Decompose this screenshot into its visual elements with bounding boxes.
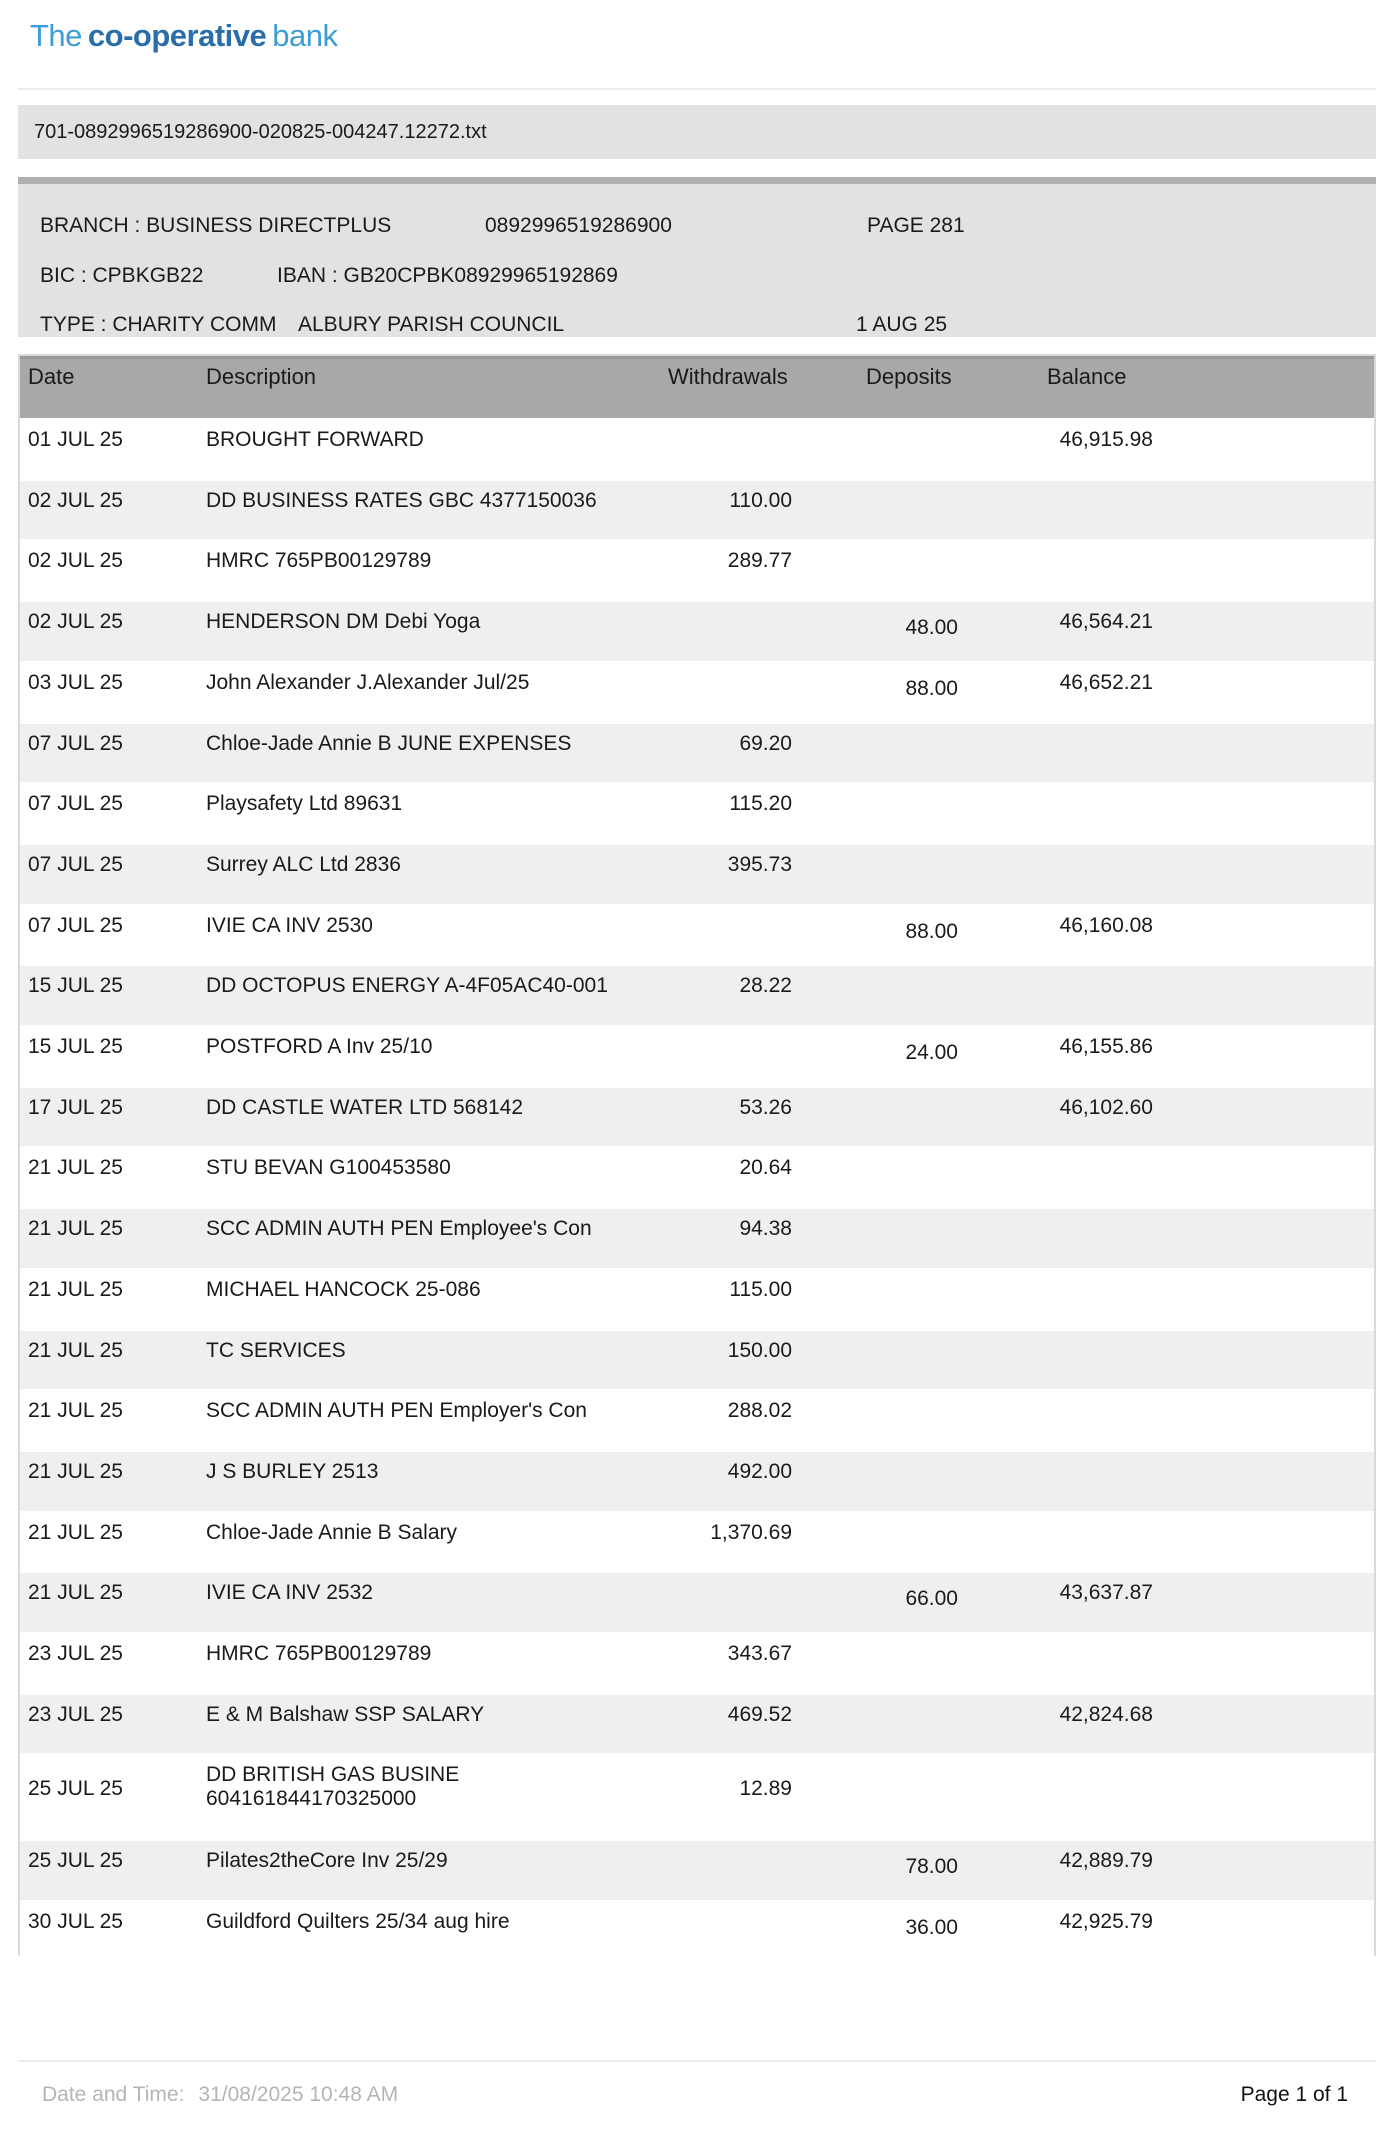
logo-coop: co-operative — [87, 18, 267, 53]
header-date: Date — [28, 364, 75, 389]
row-description: Guildford Quilters 25/34 aug hire — [206, 1910, 510, 1934]
logo-bank: bank — [272, 18, 338, 53]
row-description: Playsafety Ltd 89631 — [206, 792, 403, 816]
table-row — [20, 782, 1374, 843]
row-withdrawal: 469.52 — [727, 1702, 792, 1726]
table-row — [20, 1753, 1374, 1839]
row-description: HMRC 765PB00129789 — [206, 1642, 432, 1665]
row-description: HMRC 765PB00129789 — [206, 549, 432, 573]
row-withdrawal: 53.26 — [739, 1095, 792, 1119]
table-row — [20, 539, 1374, 600]
table-row — [20, 1839, 1374, 1900]
row-description: John Alexander J.Alexander Jul/25 — [206, 670, 530, 694]
table-row — [20, 1900, 1374, 1961]
row-withdrawal: 288.02 — [727, 1399, 792, 1423]
table-row — [20, 600, 1374, 661]
header-deposits: Deposits — [866, 364, 952, 389]
row-description: Surrey ALC Ltd 2836 — [206, 852, 401, 876]
table-row — [20, 418, 1374, 479]
row-date: 21 JUL 25 — [28, 1459, 123, 1483]
statement-date: 1 AUG 25 — [856, 313, 948, 336]
row-balance: 46,155.86 — [1059, 1035, 1153, 1058]
row-date: 03 JUL 25 — [28, 670, 123, 694]
row-date: 21 JUL 25 — [28, 1581, 123, 1605]
row-deposit: 48.00 — [905, 616, 958, 640]
table-row — [20, 1268, 1374, 1329]
row-deposit: 24.00 — [905, 1041, 958, 1064]
table-row — [20, 1086, 1374, 1147]
account-number: 0892996519286900 — [485, 214, 672, 237]
row-balance: 46,915.98 — [1059, 428, 1153, 451]
row-description: MICHAEL HANCOCK 25-086 — [206, 1277, 481, 1301]
row-date: 25 JUL 25 — [28, 1777, 123, 1801]
row-balance: 43,637.87 — [1059, 1581, 1153, 1605]
row-description: TC SERVICES — [206, 1338, 346, 1362]
bank-logo — [30, 18, 338, 54]
row-withdrawal: 343.67 — [727, 1642, 792, 1665]
row-withdrawal: 69.20 — [739, 731, 792, 755]
row-description: SCC ADMIN AUTH PEN Employee's Con — [206, 1217, 592, 1241]
logo-the: The — [30, 18, 82, 53]
row-date: 25 JUL 25 — [28, 1849, 123, 1873]
page-number: PAGE 281 — [867, 214, 965, 237]
account-type: TYPE : CHARITY COMM — [40, 313, 277, 336]
row-date: 02 JUL 25 — [28, 549, 123, 573]
row-balance: 46,564.21 — [1059, 610, 1153, 634]
row-deposit: 88.00 — [905, 676, 958, 700]
table-header — [20, 356, 1374, 418]
row-date: 02 JUL 25 — [28, 488, 123, 512]
branch-label: BRANCH : BUSINESS DIRECTPLUS — [40, 214, 392, 237]
row-date: 07 JUL 25 — [28, 731, 123, 755]
footer-divider — [18, 2060, 1376, 2062]
row-date: 07 JUL 25 — [28, 852, 123, 876]
table-row — [20, 964, 1374, 1025]
row-date: 21 JUL 25 — [28, 1277, 123, 1301]
row-withdrawal: 289.77 — [727, 549, 792, 573]
file-name: 701-0892996519286900-020825-004247.12272.txt — [34, 121, 487, 143]
row-description: DD OCTOPUS ENERGY A-4F05AC40-001 — [206, 974, 608, 998]
table-row — [20, 1329, 1374, 1390]
row-date: 21 JUL 25 — [28, 1399, 123, 1423]
header-divider — [18, 88, 1376, 90]
row-deposit: 66.00 — [905, 1587, 958, 1611]
row-withdrawal: 150.00 — [727, 1338, 792, 1362]
table-row — [20, 1693, 1374, 1754]
table-row — [20, 1389, 1374, 1450]
row-balance: 42,889.79 — [1059, 1849, 1153, 1873]
row-description: DD BRITISH GAS BUSINE — [206, 1763, 460, 1787]
datetime-label: Date and Time: — [42, 2083, 185, 2106]
footer-page: Page 1 of 1 — [1240, 2083, 1348, 2106]
account-name: ALBURY PARISH COUNCIL — [298, 313, 565, 336]
row-date: 17 JUL 25 — [28, 1095, 123, 1119]
iban-code: IBAN : GB20CPBK08929965192869 — [277, 264, 618, 287]
row-date: 01 JUL 25 — [28, 428, 123, 451]
row-description: STU BEVAN G100453580 — [206, 1156, 451, 1180]
row-description: POSTFORD A Inv 25/10 — [206, 1035, 433, 1058]
header-balance: Balance — [1047, 364, 1127, 389]
table-row — [20, 1511, 1374, 1572]
row-date: 07 JUL 25 — [28, 792, 123, 816]
table-row — [20, 1207, 1374, 1268]
row-withdrawal: 12.89 — [739, 1777, 792, 1801]
row-description: IVIE CA INV 2532 — [206, 1581, 373, 1605]
header-withdrawals: Withdrawals — [668, 364, 788, 389]
row-deposit: 88.00 — [905, 919, 958, 943]
row-withdrawal: 115.20 — [729, 792, 792, 816]
transactions-table — [18, 354, 1376, 1956]
row-description: E & M Balshaw SSP SALARY — [206, 1702, 485, 1726]
table-row — [20, 904, 1374, 965]
row-description-line2: 604161844170325000 — [206, 1787, 417, 1811]
row-description: Pilates2theCore Inv 25/29 — [206, 1849, 448, 1873]
row-balance: 46,102.60 — [1059, 1095, 1153, 1119]
row-balance: 46,652.21 — [1059, 670, 1153, 694]
footer-datetime — [42, 2083, 398, 2107]
row-description: Chloe-Jade Annie B JUNE EXPENSES — [206, 731, 572, 755]
account-info-box — [18, 177, 1376, 337]
row-description: IVIE CA INV 2530 — [206, 913, 373, 937]
row-date: 15 JUL 25 — [28, 974, 123, 998]
bic-code: BIC : CPBKGB22 — [40, 264, 204, 287]
row-withdrawal: 1,370.69 — [710, 1520, 792, 1544]
table-row — [20, 722, 1374, 783]
row-date: 02 JUL 25 — [28, 610, 123, 634]
row-description: SCC ADMIN AUTH PEN Employer's Con — [206, 1399, 587, 1423]
row-withdrawal: 28.22 — [739, 974, 792, 998]
table-row — [20, 1025, 1374, 1086]
row-date: 21 JUL 25 — [28, 1338, 123, 1362]
row-date: 07 JUL 25 — [28, 913, 123, 937]
row-deposit: 36.00 — [905, 1916, 958, 1940]
row-withdrawal: 20.64 — [739, 1156, 792, 1180]
table-row — [20, 1571, 1374, 1632]
row-date: 23 JUL 25 — [28, 1642, 123, 1665]
row-description: HENDERSON DM Debi Yoga — [206, 610, 481, 634]
header-description: Description — [206, 364, 317, 389]
row-description: J S BURLEY 2513 — [206, 1459, 379, 1483]
row-balance: 46,160.08 — [1059, 913, 1153, 937]
row-date: 21 JUL 25 — [28, 1156, 123, 1180]
table-row — [20, 1450, 1374, 1511]
row-withdrawal: 94.38 — [739, 1217, 792, 1241]
row-withdrawal: 115.00 — [729, 1277, 792, 1301]
datetime-value: 31/08/2025 10:48 AM — [198, 2083, 399, 2106]
row-date: 21 JUL 25 — [28, 1217, 123, 1241]
file-name-bar — [18, 105, 1376, 159]
row-deposit: 78.00 — [905, 1855, 958, 1879]
row-balance: 42,925.79 — [1059, 1910, 1153, 1934]
table-row — [20, 843, 1374, 904]
row-withdrawal: 492.00 — [727, 1459, 792, 1483]
row-date: 23 JUL 25 — [28, 1702, 123, 1726]
table-row — [20, 1632, 1374, 1693]
row-balance: 42,824.68 — [1059, 1702, 1153, 1726]
row-description: DD BUSINESS RATES GBC 4377150036 — [206, 488, 597, 512]
row-withdrawal: 110.00 — [729, 488, 792, 512]
row-date: 30 JUL 25 — [28, 1910, 123, 1934]
row-description: BROUGHT FORWARD — [206, 428, 424, 451]
table-row — [20, 661, 1374, 722]
row-date: 21 JUL 25 — [28, 1520, 123, 1544]
row-date: 15 JUL 25 — [28, 1035, 123, 1058]
row-withdrawal: 395.73 — [727, 852, 792, 876]
row-description: DD CASTLE WATER LTD 568142 — [206, 1095, 524, 1119]
table-row — [20, 1146, 1374, 1207]
table-row — [20, 479, 1374, 540]
row-description: Chloe-Jade Annie B Salary — [206, 1520, 457, 1544]
